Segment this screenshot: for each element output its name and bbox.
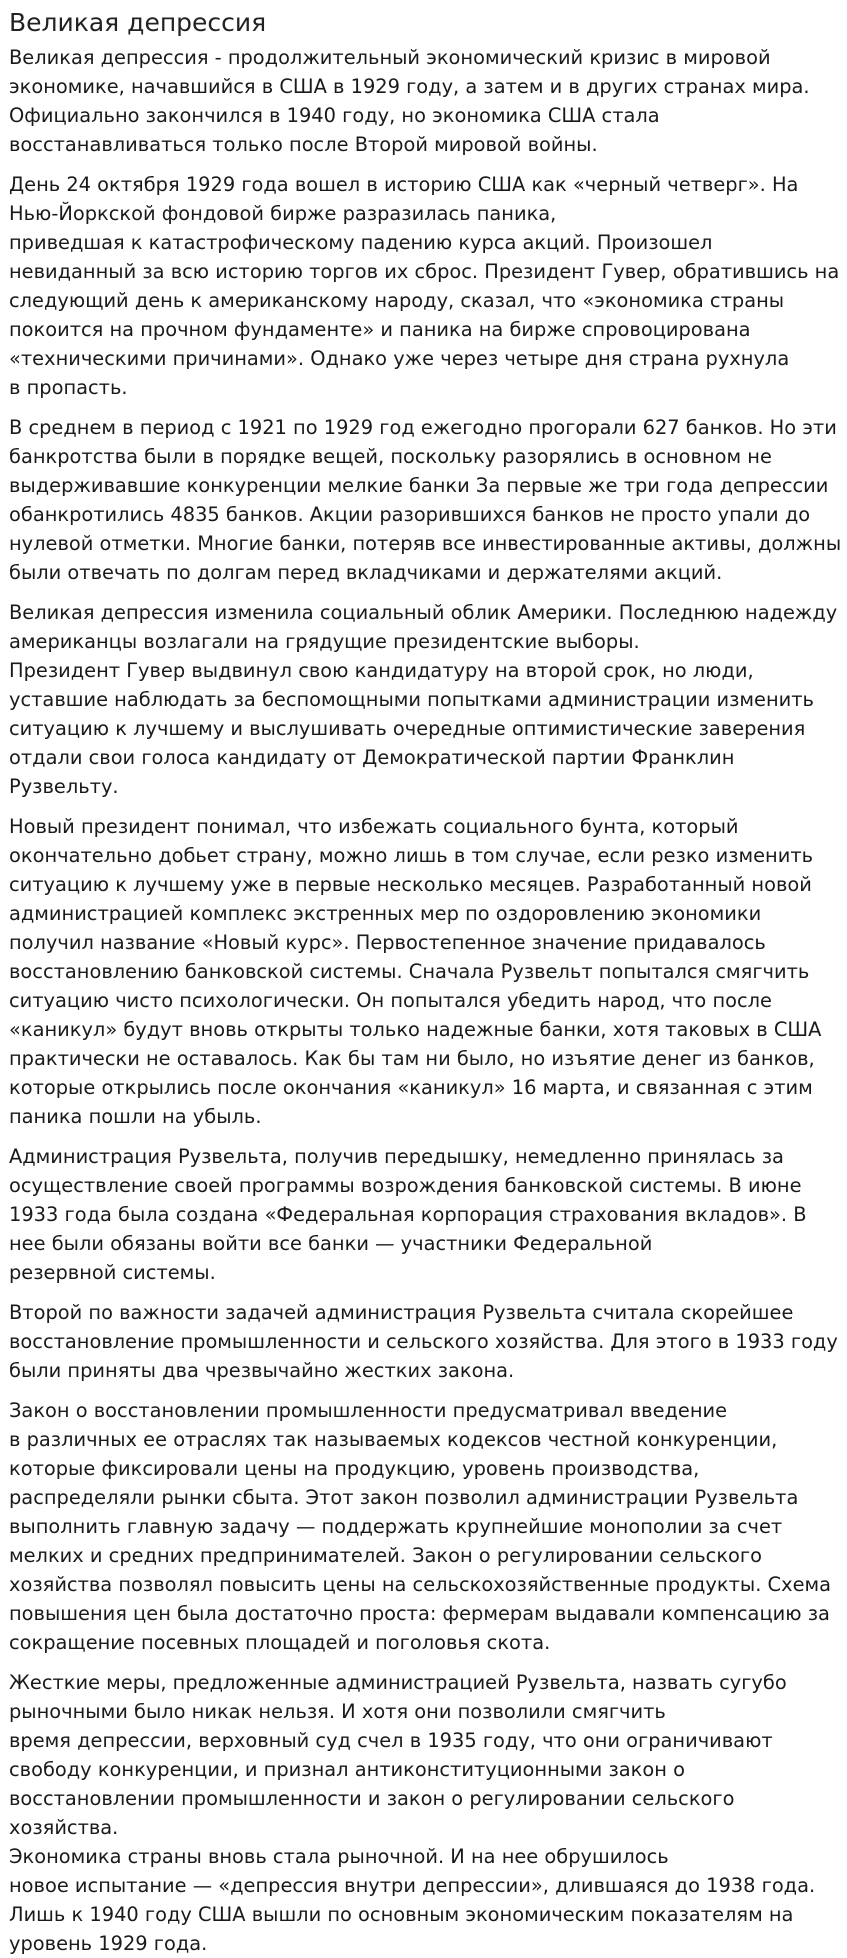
paragraph-7: Второй по важности задачей администрация Рузвельта считала скорейшее восстановление промышленности и сельского хозяйства. Для этого в 1933 году были приняты два чрезвычайно жестких закона.: [9, 1301, 838, 1382]
paragraph-3: В среднем в период с 1921 по 1929 год ежегодно прогорали 627 банков. Но эти банкротства были в порядке вещей, поскольку разорялись в основном не выдерживавшие конкуренции мелкие банки За первые же три года депрессии обанкротились 4835 банков. Акции разорившихся банков не просто упали до нулевой отметки. Многие банки, потеряв все инвестированные активы, должны были отвечать по долгам перед вкладчиками и держателями акций.: [9, 416, 842, 584]
paragraph-9: Жесткие меры, предложенные администрацией Рузвельта, назвать сугубо рыночными было никак нельзя. И хотя они позволили смягчить время депрессии, верховный суд счел в 1935 году, что они ограничивают свободу конкуренции, и признал антиконституционными закон о восстановлении промышленности и закон о регулировании сельского хозяйства. Экономика страны вновь стала рыночной. И на нее обрушилось новое испытание — «депрессия внутри депрессии», длившаяся до 1938 года. Лишь к 1940 году США вышли по основным экономическим показателям на уровень 1929 года.: [9, 1671, 816, 1955]
article-title: Великая депрессия: [9, 8, 267, 37]
paragraph-4: Великая депрессия изменила социальный облик Америки. Последнюю надежду американцы возлагали на грядущие президентские выборы. Президент Гувер выдвинул свою кандидатуру на второй срок, но люди, уставшие наблюдать за беспомощными попытками администрации изменить ситуацию к лучшему и выслушивать очередные оптимистические заверения отдали свои голоса кандидату от Демократической партии Франклин Рузвельту.: [9, 601, 838, 798]
paragraph-8: Закон о восстановлении промышленности предусматривал введение в различных ее отраслях так называемых кодексов честной конкуренции, которые фиксировали цены на продукцию, уровень производства, распределяли рынки сбыта. Этот закон позволил администрации Рузвельта выполнить главную задачу — поддержать крупнейшие монополии за счет мелких и средних предпринимателей. Закон о регулировании сельского хозяйства позволял повысить цены на сельскохозяйственные продукты. Схема повышения цен была достаточно проста: фермерам выдавали компенсацию за сокращение посевных площадей и поголовья скота.: [9, 1399, 832, 1654]
paragraph-1: Великая депрессия - продолжительный экономический кризис в мировой экономике, начавшийся в США в 1929 году, а затем и в других странах мира. Официально закончился в 1940 году, но экономика США стала восстанавливаться только после Второй мировой войны.: [9, 46, 810, 156]
paragraph-2: День 24 октября 1929 года вошел в историю США как «черный четверг». На Нью-Йоркской фондовой бирже разразилась паника, приведшая к катастрофическому падению курса акций. Произошел невиданный за всю историю торгов их сброс. Президент Гувер, обратившись на следующий день к американскому народу, сказал, что «экономика страны покоится на прочном фундаменте» и паника на бирже спровоцирована «техническими причинами». Однако уже через четыре дня страна рухнула в пропасть.: [9, 173, 840, 399]
article-body: [9, 43, 843, 1958]
paragraph-6: Администрация Рузвельта, получив передышку, немедленно принялась за осуществление своей программы возрождения банковской системы. В июне 1933 года была создана «Федеральная корпорация страхования вкладов». В нее были обязаны войти все банки — участники Федеральной резервной системы.: [9, 1145, 807, 1284]
paragraph-5: Новый президент понимал, что избежать социального бунта, который окончательно добьет страну, можно лишь в том случае, если резко изменить ситуацию к лучшему уже в первые несколько месяцев. Разработанный новой администрацией комплекс экстренных мер по оздоровлению экономики получил название «Новый курс». Первостепенное значение придавалось восстановлению банковской системы. Сначала Рузвельт попытался смягчить ситуацию чисто психологически. Он попытался убедить народ, что после «каникул» будут вновь открыты только надежные банки, хотя таковых в США практически не оставалось. Как бы там ни было, но изъятие денег из банков, которые открылись после окончания «каникул» 16 марта, и связанная с этим паника пошли на убыль.: [9, 815, 822, 1128]
